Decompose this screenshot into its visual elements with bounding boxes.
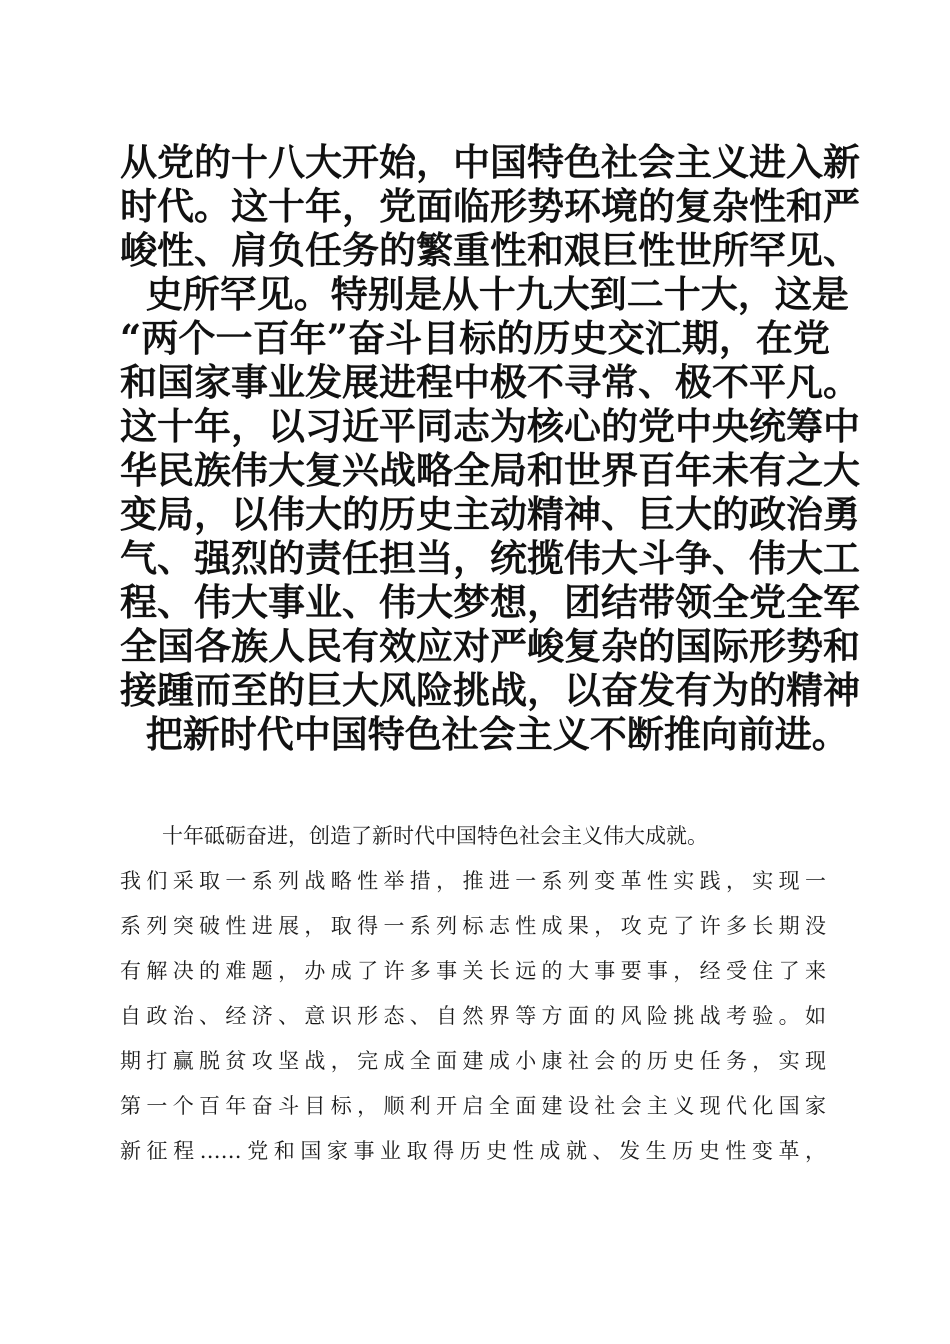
bold-line: 气、强烈的责任担当，统揽伟大斗争、伟大工 <box>120 536 860 580</box>
bold-heading-paragraph <box>120 140 860 756</box>
body-line: 我们采取一系列战略性举措，推进一系列变革性实践，实现一 <box>120 869 826 893</box>
bold-line: 把新时代中国特色社会主义不断推向前进。 <box>120 712 849 756</box>
bold-line: 程、伟大事业、伟大梦想，团结带领全党全军 <box>120 580 860 624</box>
body-line: 自政治、经济、意识形态、自然界等方面的风险挑战考验。如 <box>120 1004 826 1028</box>
body-line: 新征程……党和国家事业取得历史性成就、发生历史性变革， <box>120 1139 826 1163</box>
body-line: 期打赢脱贫攻坚战，完成全面建成小康社会的历史任务，实现 <box>120 1049 826 1073</box>
body-line: 十年砥砺奋进，创造了新时代中国特色社会主义伟大成就。 <box>162 824 708 848</box>
bold-line: 时代。这十年，党面临形势环境的复杂性和严 <box>120 184 860 228</box>
bold-line: 变局，以伟大的历史主动精神、巨大的政治勇 <box>120 492 860 536</box>
bold-line: 从党的十八大开始，中国特色社会主义进入新 <box>120 140 860 184</box>
bold-line: 史所罕见。特别是从十九大到二十大，这是 <box>120 272 849 316</box>
bold-line: 这十年，以习近平同志为核心的党中央统筹中 <box>120 404 860 448</box>
body-paragraph <box>120 814 826 1174</box>
bold-line: 全国各族人民有效应对严峻复杂的国际形势和 <box>120 624 860 668</box>
bold-line: 华民族伟大复兴战略全局和世界百年未有之大 <box>120 448 860 492</box>
bold-line: 和国家事业发展进程中极不寻常、极不平凡。 <box>120 360 860 404</box>
bold-line: 峻性、肩负任务的繁重性和艰巨性世所罕见、 <box>120 228 860 272</box>
body-line: 第一个百年奋斗目标，顺利开启全面建设社会主义现代化国家 <box>120 1094 826 1118</box>
bold-line: 接踵而至的巨大风险挑战，以奋发有为的精神 <box>120 668 860 712</box>
bold-line: “两个一百年”奋斗目标的历史交汇期，在党 <box>120 316 830 360</box>
body-line: 有解决的难题，办成了许多事关长远的大事要事，经受住了来 <box>120 959 826 983</box>
body-line: 系列突破性进展，取得一系列标志性成果，攻克了许多长期没 <box>120 914 826 938</box>
